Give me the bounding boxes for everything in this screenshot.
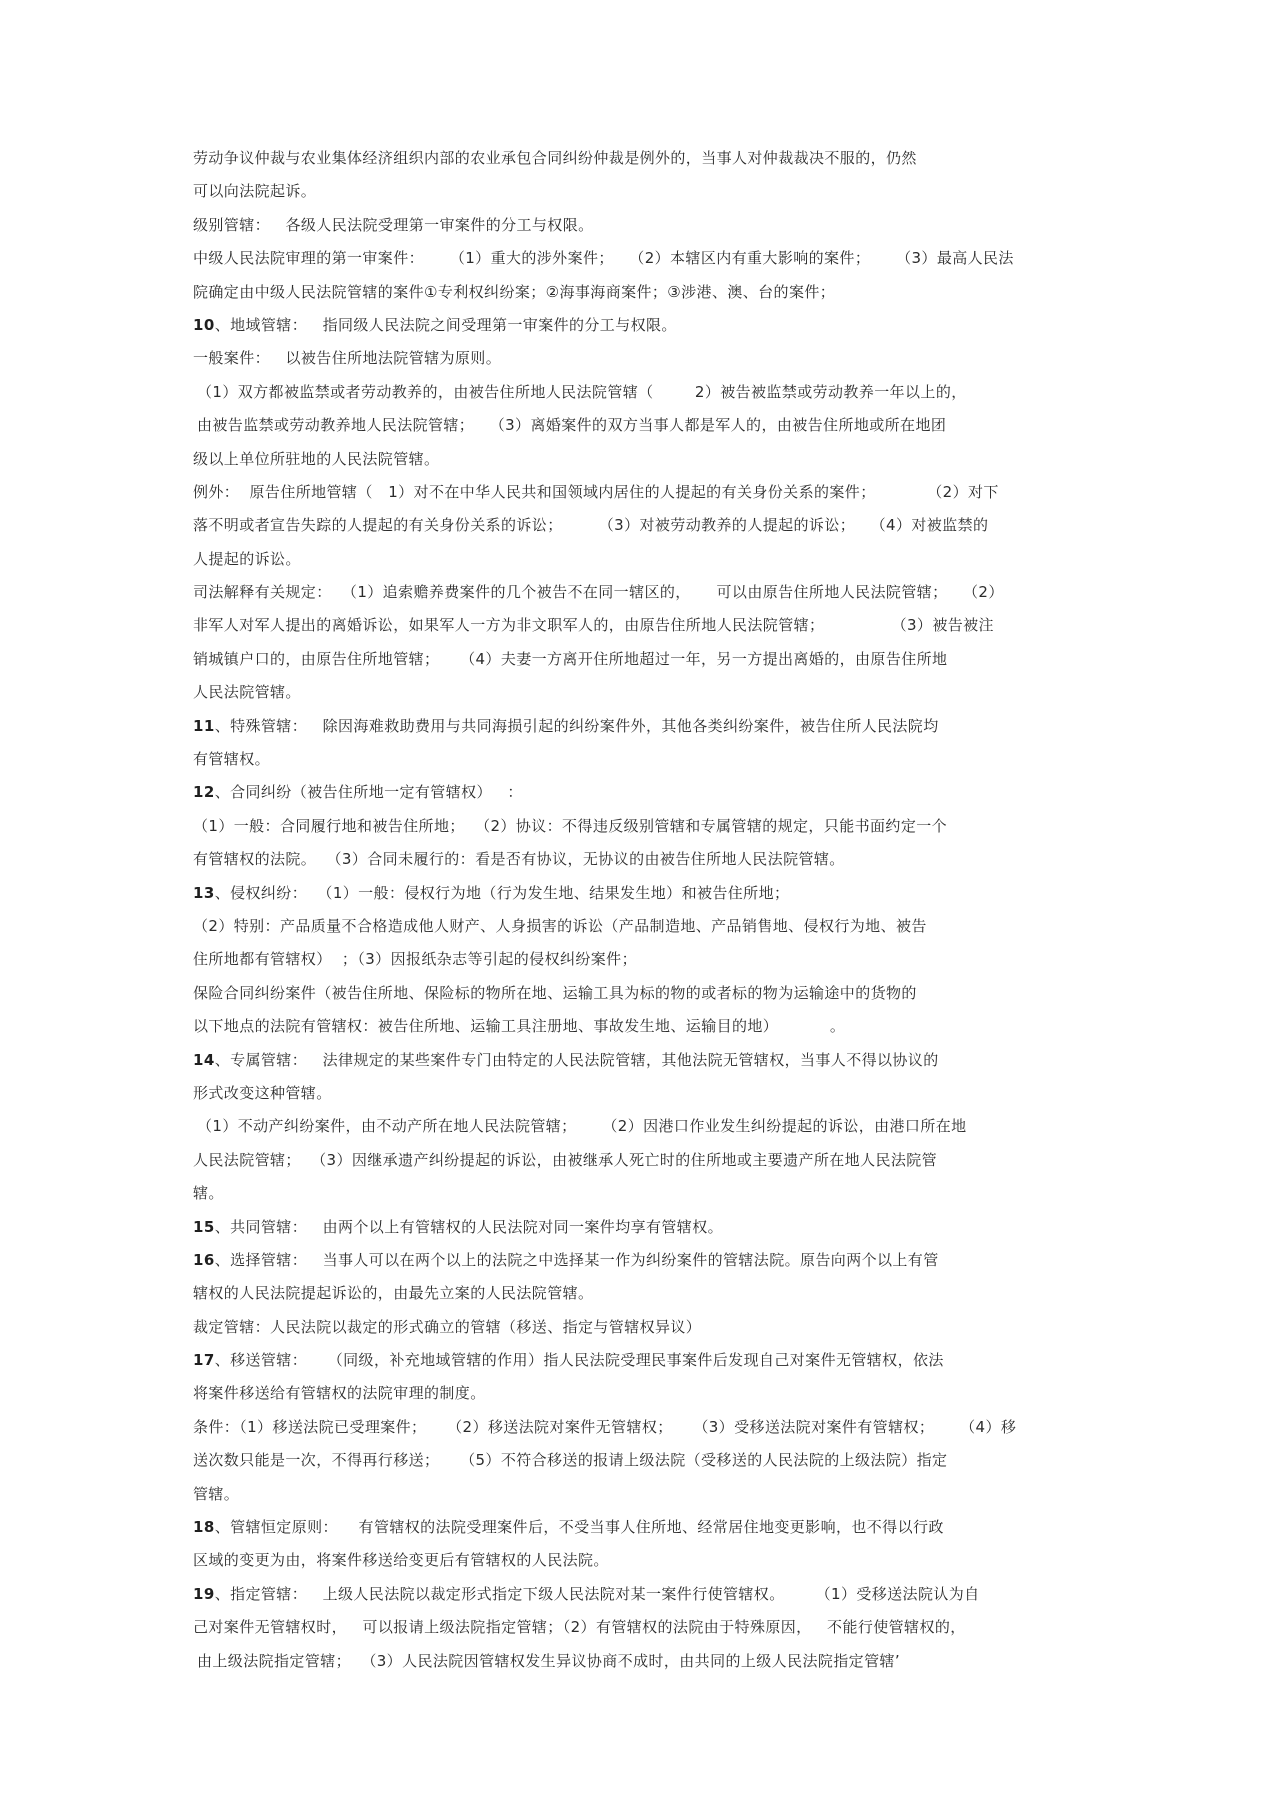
line-text: 形式改变这种管辖。 <box>193 1083 332 1102</box>
line-text: 中级人民法院审理的第一审案件： （1）重大的涉外案件； （2）本辖区内有重大影响的案件； （3）最高人民法 <box>193 249 1014 268</box>
text-line <box>193 676 1113 709</box>
line-text: 辖。 <box>193 1184 224 1203</box>
text-line <box>193 409 1113 442</box>
text-line <box>193 1044 1113 1077</box>
section-number: 15 <box>193 1217 215 1236</box>
text-line <box>193 1244 1113 1277</box>
line-text: （1）不动产纠纷案件，由不动产所在地人民法院管辖； （2）因港口作业发生纠纷提起的诉讼，由港口所在地 <box>197 1117 967 1136</box>
section-number: 14 <box>193 1050 215 1069</box>
text-line <box>193 1010 1113 1043</box>
text-line <box>193 376 1113 409</box>
line-text: 辖权的人民法院提起诉讼的，由最先立案的人民法院管辖。 <box>193 1284 594 1303</box>
line-text: 送次数只能是一次，不得再行移送； （5）不符合移送的报请上级法院（受移送的人民法院的上级法院）指定 <box>193 1451 948 1470</box>
text-line <box>193 309 1113 342</box>
line-text: 、专属管辖： 法律规定的某些案件专门由特定的人民法院管辖，其他法院无管辖权，当事人不得以协议的 <box>214 1050 939 1069</box>
line-text: 、地域管辖： 指同级人民法院之间受理第一审案件的分工与权限。 <box>214 315 677 334</box>
line-text: 、合同纠纷（被告住所地一定有管辖权） ： <box>214 783 523 802</box>
line-text: 级以上单位所驻地的人民法院管辖。 <box>193 449 440 468</box>
text-line <box>193 276 1113 309</box>
text-line <box>193 1611 1113 1644</box>
line-text: （1）双方都被监禁或者劳动教养的，由被告住所地人民法院管辖（ 2）被告被监禁或劳动教养一年以上的， <box>197 382 967 401</box>
line-text: 有管辖权的法院。 （3）合同未履行的：看是否有协议，无协议的由被告住所地人民法院管辖。 <box>193 850 845 869</box>
line-text: 、选择管辖： 当事人可以在两个以上的法院之中选择某一作为纠纷案件的管辖法院。原告向两个以上有管 <box>214 1250 939 1269</box>
text-line <box>193 1645 1113 1678</box>
line-text: 、共同管辖： 由两个以上有管辖权的人民法院对同一案件均享有管辖权。 <box>214 1217 723 1236</box>
line-text: 、指定管辖： 上级人民法院以裁定形式指定下级人民法院对某一案件行使管辖权。 （1）受移送法院认为自 <box>214 1584 980 1603</box>
line-text: 劳动争议仲裁与农业集体经济组织内部的农业承包合同纠纷仲裁是例外的，当事人对仲裁裁决不服的，仍然 <box>193 149 917 167</box>
line-text: 裁定管辖：人民法院以裁定的形式确立的管辖（移送、指定与管辖权异议） <box>193 1317 702 1336</box>
line-text: 人民法院管辖。 <box>193 683 301 702</box>
section-number: 19 <box>193 1584 215 1603</box>
line-text: 保险合同纠纷案件（被告住所地、保险标的物所在地、运输工具为标的物的或者标的物为运输途中的货物的 <box>193 983 917 1002</box>
line-text: 、特殊管辖： 除因海难救助费用与共同海损引起的纠纷案件外，其他各类纠纷案件，被告住所人民法院均 <box>214 716 939 735</box>
text-line <box>193 977 1113 1010</box>
text-line <box>193 543 1113 576</box>
text-line <box>193 743 1113 776</box>
text-line <box>193 910 1113 943</box>
line-text: 由上级法院指定管辖； （3）人民法院因管辖权发生异议协商不成时，由共同的上级人民法院指定管辖’ <box>197 1651 901 1670</box>
text-line <box>193 1578 1113 1611</box>
section-number: 10 <box>193 315 215 334</box>
section-number: 13 <box>193 883 215 902</box>
line-text: （1）一般：合同履行地和被告住所地； （2）协议：不得违反级别管辖和专属管辖的规定，只能书面约定一个 <box>193 816 948 835</box>
text-line <box>193 1177 1113 1210</box>
text-line <box>193 1344 1113 1377</box>
line-text: 管辖。 <box>193 1484 240 1503</box>
line-text: 将案件移送给有管辖权的法院审理的制度。 <box>193 1384 486 1403</box>
text-line <box>193 1144 1113 1177</box>
line-text: 落不明或者宣告失踪的人提起的有关身份关系的诉讼； （3）对被劳动教养的人提起的诉讼； （4）对被监禁的 <box>193 516 989 535</box>
text-line <box>193 509 1113 542</box>
text-line <box>193 175 1113 208</box>
line-text: 、侵权纠纷： （1）一般：侵权行为地（行为发生地、结果发生地）和被告住所地； <box>214 883 790 902</box>
text-line <box>193 1478 1113 1511</box>
text-line <box>193 1377 1113 1410</box>
section-number: 12 <box>193 783 215 802</box>
text-line <box>193 1544 1113 1577</box>
text-line <box>193 710 1113 743</box>
section-number: 18 <box>193 1518 215 1537</box>
line-text: 可以向法院起诉。 <box>193 182 317 201</box>
line-text: 、管辖恒定原则： 有管辖权的法院受理案件后，不受当事人住所地、经常居住地变更影响，也不得以行政 <box>214 1518 944 1537</box>
text-line <box>193 209 1113 242</box>
line-text: 己对案件无管辖权时， 可以报请上级法院指定管辖；（2）有管辖权的法院由于特殊原因， 不能行使管辖权的， <box>193 1618 966 1637</box>
document-body <box>193 142 1113 1678</box>
text-line <box>193 242 1113 275</box>
line-text: 司法解释有关规定： （1）追索赡养费案件的几个被告不在同一辖区的， 可以由原告住所地人民法院管辖； （2） <box>193 583 1004 602</box>
text-line <box>193 609 1113 642</box>
text-line <box>193 476 1113 509</box>
text-line <box>193 1311 1113 1344</box>
text-line <box>193 843 1113 876</box>
line-text: 一般案件： 以被告住所地法院管辖为原则。 <box>193 349 502 368</box>
text-line <box>193 943 1113 976</box>
line-text: 条件：（1）移送法院已受理案件； （2）移送法院对案件无管辖权； （3）受移送法院对案件有管辖权； （4）移 <box>193 1417 1017 1436</box>
text-line <box>193 877 1113 910</box>
line-text: 住所地都有管辖权） ；（3）因报纸杂志等引起的侵权纠纷案件； <box>193 950 637 969</box>
text-line <box>193 443 1113 476</box>
text-line <box>193 1444 1113 1477</box>
text-line <box>193 142 1113 175</box>
text-line <box>193 576 1113 609</box>
line-text: 例外： 原告住所地管辖（ 1）对不在中华人民共和国领域内居住的人提起的有关身份关系的案件； （2）对下 <box>193 482 999 501</box>
text-line <box>193 1211 1113 1244</box>
line-text: 、移送管辖： （同级，补充地域管辖的作用）指人民法院受理民事案件后发现自己对案件无管辖权，依法 <box>214 1351 944 1370</box>
line-text: 院确定由中级人民法院管辖的案件①专利权纠纷案；②海事海商案件；③涉港、澳、台的案件； <box>193 282 836 301</box>
line-text: 人民法院管辖； （3）因继承遗产纠纷提起的诉讼，由被继承人死亡时的住所地或主要遗产所在地人民法院管 <box>193 1150 938 1169</box>
line-text: 非军人对军人提出的离婚诉讼，如果军人一方为非文职军人的，由原告住所地人民法院管辖； （3）被告被注 <box>193 616 994 635</box>
text-line <box>193 776 1113 809</box>
text-line <box>193 1110 1113 1143</box>
text-line <box>193 1077 1113 1110</box>
text-line <box>193 1277 1113 1310</box>
line-text: 人提起的诉讼。 <box>193 549 301 568</box>
line-text: 销城镇户口的，由原告住所地管辖； （4）夫妻一方离开住所地超过一年，另一方提出离婚的，由原告住所地 <box>193 649 948 668</box>
section-number: 11 <box>193 716 215 735</box>
line-text: 以下地点的法院有管辖权：被告住所地、运输工具注册地、事故发生地、运输目的地） 。 <box>193 1017 846 1036</box>
section-number: 17 <box>193 1351 215 1370</box>
text-line <box>193 1511 1113 1544</box>
line-text: （2）特别：产品质量不合格造成他人财产、人身损害的诉讼（产品制造地、产品销售地、侵权行为地、被告 <box>193 916 927 935</box>
text-line <box>193 810 1113 843</box>
text-line <box>193 342 1113 375</box>
text-line <box>193 643 1113 676</box>
line-text: 有管辖权。 <box>193 750 271 769</box>
section-number: 16 <box>193 1250 215 1269</box>
line-text: 级别管辖： 各级人民法院受理第一审案件的分工与权限。 <box>193 215 594 234</box>
line-text: 由被告监禁或劳动教养地人民法院管辖； （3）离婚案件的双方当事人都是军人的，由被告住所地或所在地团 <box>197 416 947 435</box>
line-text: 区域的变更为由，将案件移送给变更后有管辖权的人民法院。 <box>193 1551 609 1570</box>
text-line <box>193 1411 1113 1444</box>
